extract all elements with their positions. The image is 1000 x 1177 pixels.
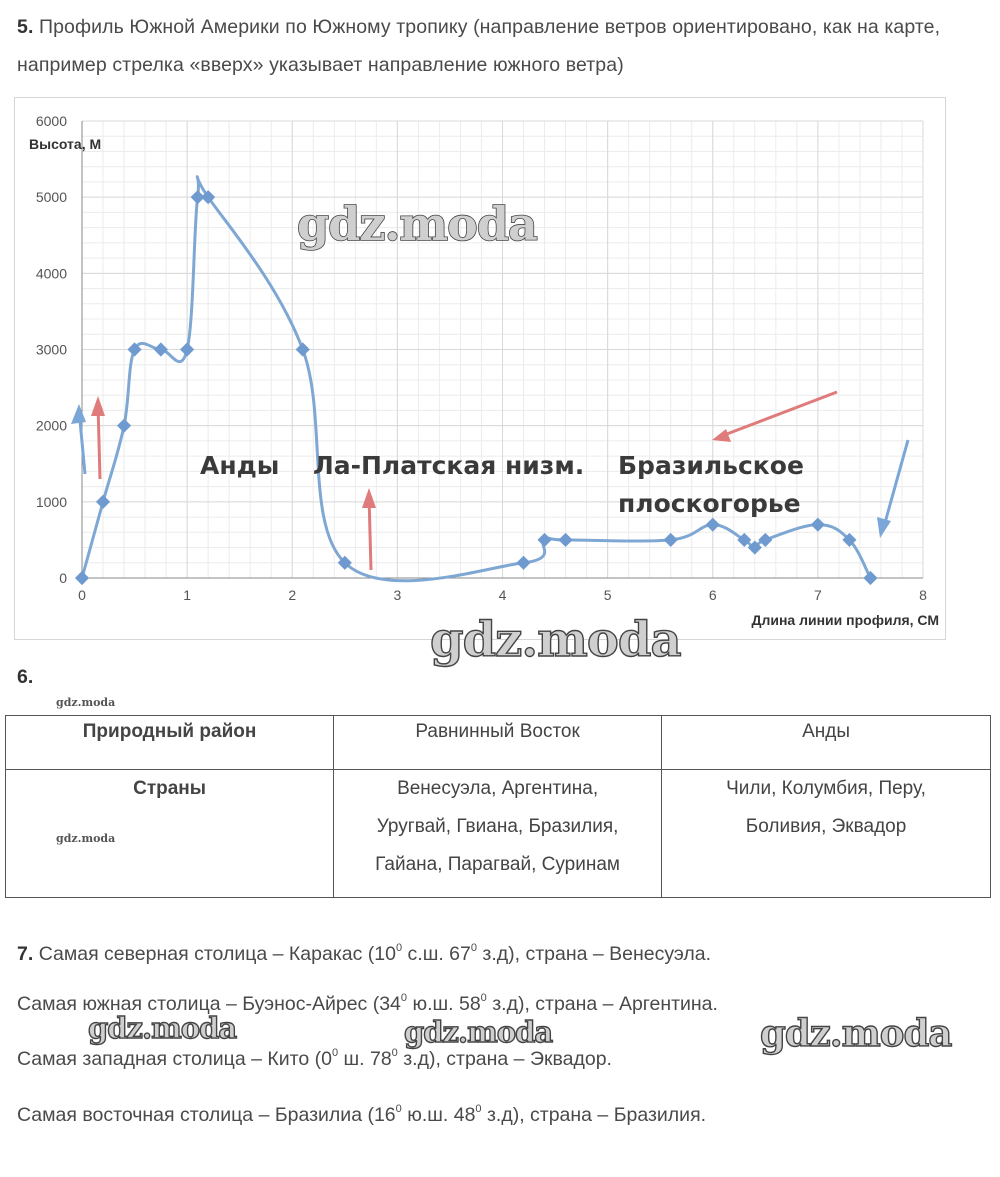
profile-chart (14, 97, 946, 640)
arrowhead-blue-right (877, 517, 891, 538)
watermark-bottom-1: gdz.moda (88, 1011, 237, 1045)
label-la-plata-lowland: Ла-Платская низм. (313, 451, 585, 480)
data-point-marker (117, 419, 131, 433)
label-plateau: плоскогорье (618, 489, 801, 518)
wind-arrow-blue-right (883, 440, 908, 530)
label-brazilian: Бразильское (618, 451, 804, 480)
task7-line-1 (17, 943, 987, 966)
east-line-1: Венесуэла, Аргентина, (397, 778, 599, 799)
regions-table (5, 715, 991, 898)
data-point-marker (96, 495, 110, 509)
wind-arrows (71, 392, 908, 570)
watermark-bottom-3: gdz.moda (760, 1011, 952, 1055)
line2-deg1: 0 (400, 992, 408, 1004)
y-tick-label: 0 (59, 570, 67, 586)
line4-deg1: 0 (395, 1103, 402, 1115)
east-line-2: Уругвай, Гвиана, Бразилия, (376, 816, 619, 837)
data-point-marker (863, 571, 877, 585)
line3-pre: Самая западная столица – Кито (0 (17, 1048, 332, 1070)
x-tick-label: 1 (183, 587, 192, 603)
andes-line-2: Боливия, Эквадор (745, 816, 907, 837)
cell-andes-countries (662, 770, 991, 898)
line4-post: з.д), страна – Бразилия. (481, 1104, 707, 1126)
label-andes: Анды (200, 451, 280, 480)
x-axis-title: Длина линии профиля, СМ (751, 612, 939, 628)
line1-post: з.д), страна – Венесуэла. (477, 943, 712, 965)
line2-deg2: 0 (480, 992, 487, 1004)
y-tick-label: 3000 (35, 341, 67, 358)
x-tick-label: 2 (288, 587, 297, 603)
arrowhead-red-right (712, 429, 731, 442)
watermark-chart-top: gdz.moda (297, 197, 537, 251)
watermark-bottom-2: gdz.moda (404, 1015, 553, 1049)
task6-number: 6. (17, 666, 34, 688)
data-point-marker (516, 556, 530, 570)
line2-mid: ю.ш. 58 (407, 993, 481, 1015)
y-tick-label: 1000 (35, 493, 67, 510)
cell-east-countries (334, 770, 662, 898)
line3-post: з.д), страна – Эквадор. (397, 1048, 612, 1070)
x-tick-label: 5 (603, 587, 612, 603)
line2-pre: Самая южная столица – Буэнос-Айрес (34 (17, 993, 401, 1015)
watermark-chart-bottom: gdz.moda (430, 612, 681, 668)
x-tick-label: 7 (813, 587, 822, 603)
profile-chart-svg (15, 98, 947, 641)
header-natural-region: Природный район (6, 716, 334, 770)
row-label-text: Страны (133, 778, 206, 799)
line4-pre: Самая восточная столица – Бразилиа (16 (17, 1104, 396, 1126)
y-tick-label: 2000 (35, 417, 67, 434)
line1-pre: Самая северная столица – Каракас (10 (38, 943, 396, 965)
x-tick-label: 8 (919, 587, 927, 603)
data-point-marker (811, 518, 825, 532)
task7-number: 7. (17, 943, 34, 965)
table-header-row (6, 716, 991, 770)
wind-arrow-red-right (719, 392, 837, 437)
data-point-marker (180, 342, 194, 356)
task7-line-4 (17, 1104, 987, 1127)
data-point-marker (537, 533, 551, 547)
task5-description: Профиль Южной Америки по Южному тропику (направление ветров ориентировано, как на карте, например стрелка «вверх» указывает направление южного ветра) (17, 16, 941, 76)
line4-deg2: 0 (475, 1103, 482, 1115)
data-point-marker (559, 533, 573, 547)
arrowhead-red-middle (362, 488, 376, 508)
y-tick-label: 6000 (35, 113, 67, 129)
data-point-marker (758, 533, 772, 547)
task5-text (17, 8, 985, 84)
line4-mid: ю.ш. 48 (401, 1104, 476, 1126)
x-tick-label: 6 (708, 587, 717, 603)
arrowhead-blue-left (71, 404, 86, 424)
line1-mid: с.ш. 67 (402, 943, 471, 965)
line3-mid: ш. 78 (338, 1048, 392, 1070)
data-point-marker (706, 518, 720, 532)
data-point-marker (75, 571, 89, 585)
line2-post: з.д), страна – Аргентина. (486, 993, 718, 1015)
line1-deg1: 0 (395, 942, 403, 954)
header-east: Равнинный Восток (334, 716, 662, 770)
data-point-marker (296, 342, 310, 356)
east-line-3: Гайана, Парагвай, Суринам (375, 854, 620, 875)
y-axis-title: Высота, М (29, 136, 102, 152)
data-point-marker (664, 533, 678, 547)
table-row (6, 770, 991, 898)
x-tick-label: 3 (393, 587, 402, 603)
row-label-countries (6, 770, 334, 898)
watermark-small-2: gdz.moda (56, 832, 116, 845)
task5-number: 5. (17, 16, 34, 38)
watermark-small-1: gdz.moda (56, 696, 116, 709)
line1-deg2: 0 (470, 942, 477, 954)
y-tick-label: 5000 (35, 189, 67, 206)
andes-line-1: Чили, Колумбия, Перу, (726, 778, 926, 799)
line3-deg2: 0 (391, 1047, 398, 1059)
x-tick-label: 0 (78, 587, 86, 603)
y-tick-label: 4000 (35, 265, 67, 282)
header-andes: Анды (662, 716, 991, 770)
x-tick-label: 4 (498, 587, 507, 603)
line3-deg1: 0 (331, 1047, 339, 1059)
